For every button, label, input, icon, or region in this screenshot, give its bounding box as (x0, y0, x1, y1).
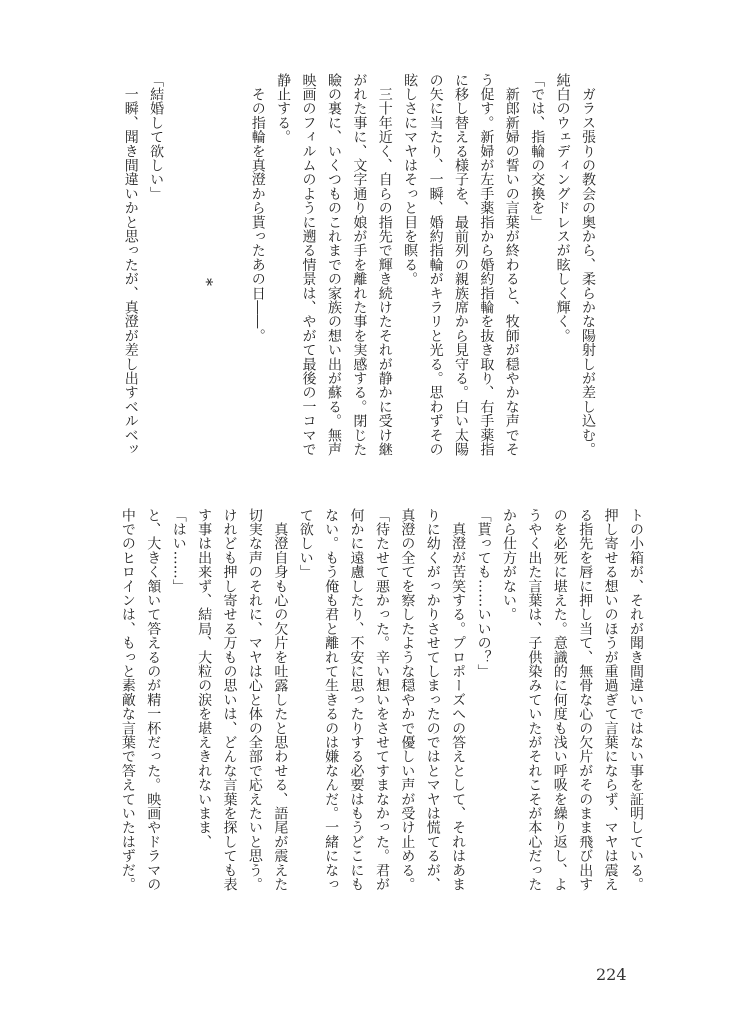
text-line: 切実な声のそれに、マヤは心と体の全部で応えたいと思う。 (246, 508, 263, 892)
text-line: 真澄の全てを察したような穏やかで優しい声が受け止める。 (399, 508, 416, 892)
section-break: * (196, 278, 216, 287)
text-line: る指先を唇に押し当て、無骨な心の欠片がそのまま飛び出す (577, 508, 594, 892)
text-line: 三十年近く、自らの指先で輝き続けたそれが静かに受け継 (376, 73, 393, 457)
text-line: トの小箱が、それが聞き間違いではない事を証明している。 (628, 508, 644, 892)
text-line: 「貰っても……いいの？」 (475, 508, 492, 679)
page-number: 224 (596, 965, 627, 984)
text-line: うやく出た言葉は、子供染みていたがそれこそが本心だった (526, 508, 543, 892)
text-line: と、大きく頷いて答えるのが精一杯だった。映画やドラマの (145, 508, 162, 892)
text-line: 「結婚して欲しい」 (148, 73, 165, 201)
text-line (168, 73, 193, 498)
text-line: 一瞬、聞き間違いかと思ったが、真澄が差し出すベルベッ (122, 73, 139, 457)
text-line: う促す。新婦が左手薬指から婚約指輪を抜き取り、右手薬指 (478, 73, 495, 457)
text-line: ガラス張りの教会の奥から、柔らかな陽射しが差し込む。 (580, 73, 596, 457)
upper-text-block (117, 73, 600, 498)
text-line: 新郎新婦の誓いの言葉が終わると、牧師が穏やかな声でそ (503, 73, 520, 457)
text-line: りに幼くがっかりさせてしまったのではとマヤは慌てるが、 (424, 508, 441, 892)
text-line: 中でのヒロインは、もっと素敵な言葉で答えていたはずだ。 (119, 508, 136, 892)
text-line: 真澄自身も心の欠片を吐露したと思わせる、語尾が震えた (272, 508, 289, 892)
text-line: 純白のウェディングドレスが眩しく輝く。 (554, 73, 571, 343)
text-line: ない。もう俺も君と離れて生きるのは嫌なんだ。一緒になっ (323, 508, 340, 892)
text-line: 何かに遠慮したり、不安に思ったりする必要はもうどこにも (348, 508, 365, 892)
text-line: 「待たせて悪かった。辛い想いをさせてすまなかった。君が (373, 508, 390, 892)
text-line: す事は出来ず、結局、大粒の涙を堪えきれないまま、 (196, 508, 213, 849)
text-line: 映画のフィルムのように遡る情景は、やがて最後の一コマで (300, 73, 317, 457)
text-line: て欲しい」 (297, 508, 314, 579)
text-line: その指輪を真澄から貰ったあの日――。 (249, 73, 266, 343)
text-line: から仕方がない。 (500, 508, 517, 622)
text-line: 静止する。 (275, 73, 292, 144)
lower-text-block (114, 508, 648, 938)
text-line: 押し寄せる想いのほうが重過ぎて言葉にならず、マヤは震え (602, 508, 619, 892)
text-line: がれた事に、文字通り娘が手を離れた事を実感する。閉じた (351, 73, 368, 457)
text-line: 「はい……」 (170, 508, 187, 594)
text-line: 眩しさにマヤはそっと目を瞑る。 (402, 73, 419, 286)
text-line (219, 73, 244, 498)
text-line: けれども押し寄せる万もの思いは、どんな言葉を探しても表 (221, 508, 238, 892)
text-line: 「では、指輪の交換を」 (529, 73, 546, 230)
text-line: 瞼の裏に、いくつものこれまでの家族の想い出が蘇る。無声 (325, 73, 342, 457)
text-line: 真澄が苦笑する。プロポーズへの答えとして、それはあま (450, 508, 467, 892)
text-line: に移し替える様子を、最前列の親族席から見守る。白い太陽 (452, 73, 469, 457)
text-line: のを必死に堪えた。意識的に何度も浅い呼吸を繰り返し、よ (551, 508, 568, 892)
text-line: の矢に当たり、一瞬、婚約指輪がキラリと光る。思わずその (427, 73, 444, 457)
